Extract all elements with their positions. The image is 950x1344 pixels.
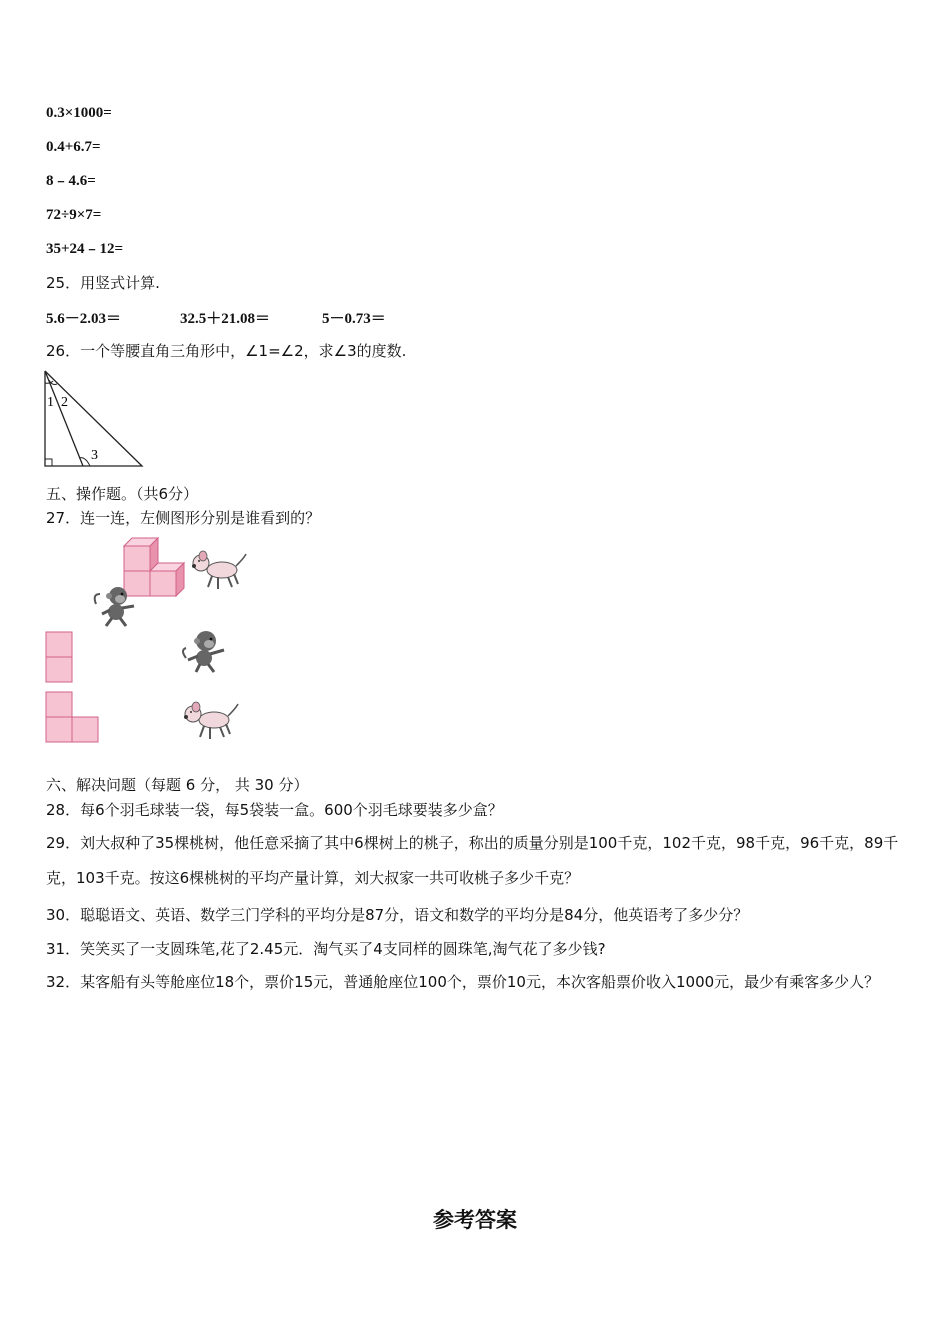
angle-label-3: 3 (91, 448, 98, 463)
monkey-icon (180, 628, 230, 674)
angle-label-1: 1 (47, 395, 54, 410)
question-28: 28．每6个羽毛球装一袋，每5袋装一盒。600个羽毛球要装多少盒？ (46, 801, 503, 819)
monkey-icon (92, 584, 142, 628)
q25-item-3: 5－0.73＝ (322, 311, 386, 327)
question-30: 30．聪聪语文、英语、数学三门学科的平均分是87分，语文和数学的平均分是84分，他英语考了多少分？ (46, 906, 749, 924)
triangle-diagram (40, 368, 150, 470)
question-31: 31．笑笑买了一支圆珠笔,花了2.45元．淘气买了4支同样的圆珠笔,淘气花了多少钱? (46, 940, 606, 958)
section-5-heading: 五、操作题。（共6分） (46, 485, 199, 503)
angle-label-2: 2 (61, 395, 68, 410)
question-27: 27．连一连，左侧图形分别是谁看到的？ (46, 509, 321, 527)
answer-title: 参考答案 (433, 1208, 517, 1232)
calc-item-3: 8﹣4.6= (46, 173, 96, 189)
section-6-heading: 六、解决问题（每题 6 分， 共 30 分） (46, 776, 309, 794)
q25-item-1: 5.6－2.03＝ (46, 311, 122, 327)
question-29: 29．刘大叔种了35棵桃树，他任意采摘了其中6棵树上的桃子，称出的质量分别是100千克，102千克，98千克，96千克，89千克，103千克。按这6棵桃树的平均产量计算，刘大叔家一共可收桃子多少千克？ (46, 834, 899, 887)
calc-item-5: 35+24﹣12= (46, 241, 124, 257)
question-26: 26．一个等腰直角三角形中，∠1=∠2，求∠3的度数. (46, 342, 407, 360)
calc-item-1: 0.3×1000= (46, 105, 112, 121)
dog-icon (180, 700, 242, 742)
calc-item-2: 0.4+6.7= (46, 139, 101, 155)
shape-vertical-two-squares (44, 630, 76, 686)
q25-item-2: 32.5＋21.08＝ (180, 311, 271, 327)
shape-l-three-squares (44, 690, 102, 746)
dog-icon (188, 550, 250, 592)
question-32: 32．某客船有头等舱座位18个，票价15元，普通舱座位100个，票价10元，本次客船票价收入1000元，最少有乘客多少人？ (46, 973, 880, 991)
calc-item-4: 72÷9×7= (46, 207, 102, 223)
question-25: 25．用竖式计算. (46, 274, 160, 292)
